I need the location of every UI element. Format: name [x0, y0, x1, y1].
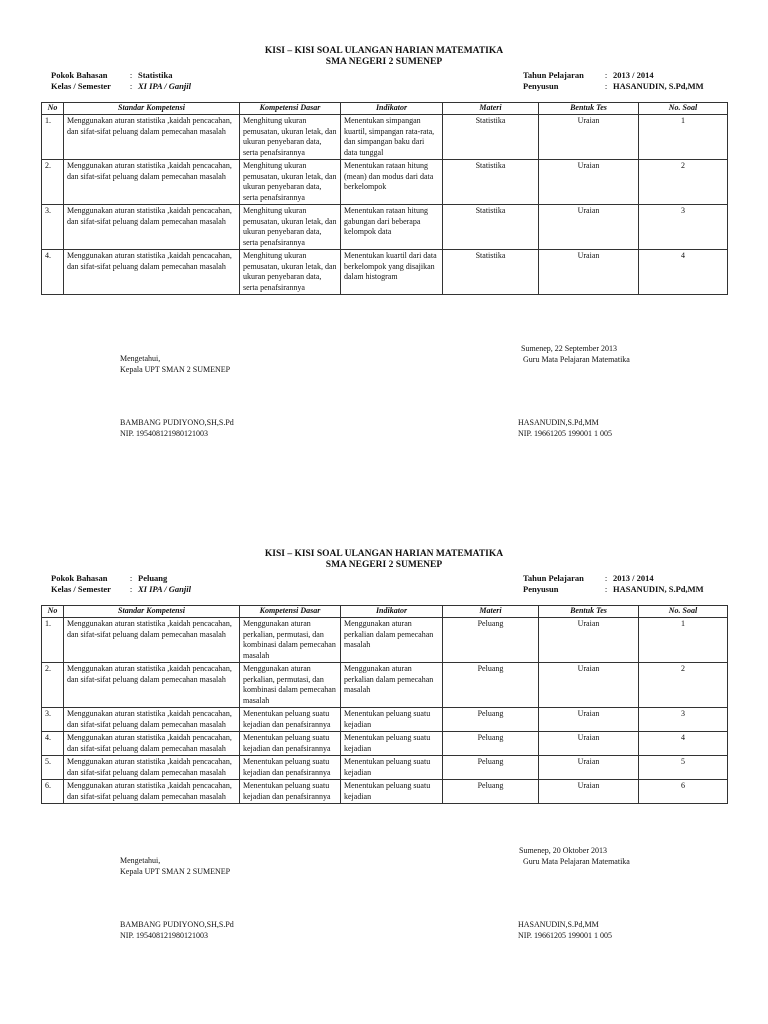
meta-penyusun: Penyusun : HASANUDIN, S.Pd,MM: [523, 584, 704, 594]
cell-materi: Peluang: [443, 780, 539, 804]
header-no-soal: No. Soal: [639, 103, 728, 115]
cell-standar-kompetensi: Menggunakan aturan statistika ,kaidah pencacahan, dan sifat-sifat peluang dalam pemecahan masalah: [64, 205, 240, 250]
cell-materi: Statistika: [443, 250, 539, 295]
cell-no-soal: 4: [639, 732, 728, 756]
left-signer-name: BAMBANG PUDIYONO,SH,S.Pd: [120, 418, 234, 427]
header-no: No: [42, 103, 64, 115]
cell-no: 3.: [42, 708, 64, 732]
kisi-table: [41, 605, 728, 804]
cell-no-soal: 5: [639, 756, 728, 780]
header-kompetensi-dasar: Kompetensi Dasar: [240, 103, 341, 115]
meta-label: Pokok Bahasan: [51, 70, 108, 80]
meta-value: XI IPA / Ganjil: [138, 584, 191, 594]
table-row: [42, 160, 728, 205]
cell-no: 4.: [42, 732, 64, 756]
table-row: [42, 708, 728, 732]
document-title: KISI – KISI SOAL ULANGAN HARIAN MATEMATIKA: [264, 549, 504, 559]
kisi-table: [41, 102, 728, 295]
kepala-title: Kepala UPT SMAN 2 SUMENEP: [120, 365, 231, 374]
meta-label: Tahun Pelajaran: [523, 573, 584, 583]
cell-no-soal: 6: [639, 780, 728, 804]
cell-no-soal: 4: [639, 250, 728, 295]
mengetahui-label: Mengetahui,: [120, 354, 161, 363]
meta-kelas-semester: Kelas / Semester : XI IPA / Ganjil: [51, 81, 191, 91]
table-row: [42, 756, 728, 780]
cell-indikator: Menentukan kuartil dari data berkelompok yang disajikan dalam histogram: [341, 250, 443, 295]
meta-value: Peluang: [138, 573, 168, 583]
cell-bentuk-tes: Uraian: [539, 663, 639, 708]
cell-kompetensi-dasar: Menggunakan aturan perkalian, permutasi, dan kombinasi dalam pemecahan masalah: [240, 618, 341, 663]
cell-materi: Statistika: [443, 115, 539, 160]
cell-indikator: Menggunakan aturan perkalian dalam pemecahan masalah: [341, 663, 443, 708]
cell-indikator: Menggunakan aturan perkalian dalam pemecahan masalah: [341, 618, 443, 663]
meta-label: Tahun Pelajaran: [523, 70, 584, 80]
left-signer-nip: NIP. 195408121980121003: [120, 931, 209, 940]
cell-no: 4.: [42, 250, 64, 295]
cell-indikator: Menentukan peluang suatu kejadian: [341, 756, 443, 780]
meta-value: Statistika: [138, 70, 173, 80]
table-body: [42, 618, 728, 804]
school-name: SMA NEGERI 2 SUMENEP: [325, 57, 443, 67]
cell-materi: Statistika: [443, 160, 539, 205]
table-header-row: [42, 606, 728, 618]
cell-kompetensi-dasar: Menggunakan aturan perkalian, permutasi, dan kombinasi dalam pemecahan masalah: [240, 663, 341, 708]
header-bentuk-tes: Bentuk Tes: [539, 103, 639, 115]
cell-indikator: Menentukan peluang suatu kejadian: [341, 780, 443, 804]
cell-standar-kompetensi: Menggunakan aturan statistika ,kaidah pencacahan, dan sifat-sifat peluang dalam pemecahan masalah: [64, 618, 240, 663]
cell-no-soal: 2: [639, 663, 728, 708]
cell-bentuk-tes: Uraian: [539, 205, 639, 250]
meta-penyusun: Penyusun : HASANUDIN, S.Pd,MM: [523, 81, 704, 91]
document-title: KISI – KISI SOAL ULANGAN HARIAN MATEMATIKA: [264, 46, 504, 56]
cell-kompetensi-dasar: Menentukan peluang suatu kejadian dan penafsirannya: [240, 780, 341, 804]
cell-indikator: Menentukan rataan hitung gabungan dari beberapa kelompok data: [341, 205, 443, 250]
left-signer-nip: NIP. 195408121980121003: [120, 429, 209, 438]
header-materi: Materi: [443, 606, 539, 618]
meta-pokok-bahasan: Pokok Bahasan : Statistika: [51, 70, 173, 80]
cell-indikator: Menentukan rataan hitung (mean) dan modus dari data berkelompok: [341, 160, 443, 205]
cell-standar-kompetensi: Menggunakan aturan statistika ,kaidah pencacahan, dan sifat-sifat peluang dalam pemecahan masalah: [64, 115, 240, 160]
left-signer-name: BAMBANG PUDIYONO,SH,S.Pd: [120, 920, 234, 929]
meta-tahun-pelajaran: Tahun Pelajaran : 2013 / 2014: [523, 70, 654, 80]
header-standar-kompetensi: Standar Kompetensi: [64, 606, 240, 618]
table-row: [42, 663, 728, 708]
meta-label: Penyusun: [523, 81, 559, 91]
table-body: [42, 115, 728, 295]
cell-no: 2.: [42, 160, 64, 205]
meta-kelas-semester: Kelas / Semester : XI IPA / Ganjil: [51, 584, 191, 594]
cell-materi: Peluang: [443, 732, 539, 756]
guru-title: Guru Mata Pelajaran Matematika: [523, 857, 630, 866]
header-no: No: [42, 606, 64, 618]
header-materi: Materi: [443, 103, 539, 115]
cell-kompetensi-dasar: Menghitung ukuran pemusatan, ukuran letak, dan ukuran penyebaran data, serta penafsirannya: [240, 205, 341, 250]
cell-standar-kompetensi: Menggunakan aturan statistika ,kaidah pencacahan, dan sifat-sifat peluang dalam pemecahan masalah: [64, 663, 240, 708]
meta-value: HASANUDIN, S.Pd,MM: [613, 584, 704, 594]
place-date: Sumenep, 20 Oktober 2013: [519, 846, 607, 855]
cell-bentuk-tes: Uraian: [539, 708, 639, 732]
header-kompetensi-dasar: Kompetensi Dasar: [240, 606, 341, 618]
meta-label: Penyusun: [523, 584, 559, 594]
cell-no: 5.: [42, 756, 64, 780]
cell-materi: Statistika: [443, 205, 539, 250]
mengetahui-label: Mengetahui,: [120, 856, 161, 865]
place-date: Sumenep, 22 September 2013: [521, 344, 617, 353]
header-bentuk-tes: Bentuk Tes: [539, 606, 639, 618]
cell-bentuk-tes: Uraian: [539, 756, 639, 780]
table-row: [42, 115, 728, 160]
meta-label: Kelas / Semester: [51, 584, 111, 594]
cell-indikator: Menentukan simpangan kuartil, simpangan rata-rata, dan simpangan baku dari data tunggal: [341, 115, 443, 160]
school-name: SMA NEGERI 2 SUMENEP: [325, 560, 443, 570]
table-row: [42, 250, 728, 295]
cell-no-soal: 2: [639, 160, 728, 205]
cell-standar-kompetensi: Menggunakan aturan statistika ,kaidah pencacahan, dan sifat-sifat peluang dalam pemecahan masalah: [64, 780, 240, 804]
meta-value: 2013 / 2014: [613, 573, 654, 583]
cell-no: 1.: [42, 618, 64, 663]
table-row: [42, 618, 728, 663]
cell-bentuk-tes: Uraian: [539, 732, 639, 756]
right-signer-nip: NIP. 19661205 199001 1 005: [518, 429, 613, 438]
header-indikator: Indikator: [341, 606, 443, 618]
cell-kompetensi-dasar: Menentukan peluang suatu kejadian dan penafsirannya: [240, 732, 341, 756]
right-signer-name: HASANUDIN,S.Pd,MM: [518, 920, 599, 929]
header-standar-kompetensi: Standar Kompetensi: [64, 103, 240, 115]
cell-indikator: Menentukan peluang suatu kejadian: [341, 732, 443, 756]
kepala-title: Kepala UPT SMAN 2 SUMENEP: [120, 867, 231, 876]
meta-value: XI IPA / Ganjil: [138, 81, 191, 91]
cell-kompetensi-dasar: Menentukan peluang suatu kejadian dan penafsirannya: [240, 756, 341, 780]
cell-standar-kompetensi: Menggunakan aturan statistika ,kaidah pencacahan, dan sifat-sifat peluang dalam pemecahan masalah: [64, 732, 240, 756]
cell-standar-kompetensi: Menggunakan aturan statistika ,kaidah pencacahan, dan sifat-sifat peluang dalam pemecahan masalah: [64, 160, 240, 205]
meta-tahun-pelajaran: Tahun Pelajaran : 2013 / 2014: [523, 573, 654, 583]
cell-standar-kompetensi: Menggunakan aturan statistika ,kaidah pencacahan, dan sifat-sifat peluang dalam pemecahan masalah: [64, 250, 240, 295]
meta-value: 2013 / 2014: [613, 70, 654, 80]
right-signer-name: HASANUDIN,S.Pd,MM: [518, 418, 599, 427]
cell-no: 1.: [42, 115, 64, 160]
cell-kompetensi-dasar: Menghitung ukuran pemusatan, ukuran letak, dan ukuran penyebaran data, serta penafsirannya: [240, 160, 341, 205]
cell-materi: Peluang: [443, 708, 539, 732]
cell-no-soal: 1: [639, 618, 728, 663]
cell-materi: Peluang: [443, 618, 539, 663]
cell-bentuk-tes: Uraian: [539, 250, 639, 295]
table-row: [42, 780, 728, 804]
table-header-row: [42, 103, 728, 115]
cell-kompetensi-dasar: Menentukan peluang suatu kejadian dan penafsirannya: [240, 708, 341, 732]
cell-bentuk-tes: Uraian: [539, 618, 639, 663]
right-signer-nip: NIP. 19661205 199001 1 005: [518, 931, 613, 940]
cell-no: 6.: [42, 780, 64, 804]
meta-label: Pokok Bahasan: [51, 573, 108, 583]
table-row: [42, 205, 728, 250]
header-no-soal: No. Soal: [639, 606, 728, 618]
cell-no: 3.: [42, 205, 64, 250]
meta-pokok-bahasan: Pokok Bahasan : Peluang: [51, 573, 168, 583]
cell-kompetensi-dasar: Menghitung ukuran pemusatan, ukuran letak, dan ukuran penyebaran data, serta penafsirannya: [240, 250, 341, 295]
cell-standar-kompetensi: Menggunakan aturan statistika ,kaidah pencacahan, dan sifat-sifat peluang dalam pemecahan masalah: [64, 756, 240, 780]
cell-standar-kompetensi: Menggunakan aturan statistika ,kaidah pencacahan, dan sifat-sifat peluang dalam pemecahan masalah: [64, 708, 240, 732]
table-row: [42, 732, 728, 756]
cell-materi: Peluang: [443, 663, 539, 708]
meta-label: Kelas / Semester: [51, 81, 111, 91]
cell-kompetensi-dasar: Menghitung ukuran pemusatan, ukuran letak, dan ukuran penyebaran data, serta penafsirannya: [240, 115, 341, 160]
cell-no-soal: 3: [639, 205, 728, 250]
cell-bentuk-tes: Uraian: [539, 115, 639, 160]
header-indikator: Indikator: [341, 103, 443, 115]
cell-indikator: Menentukan peluang suatu kejadian: [341, 708, 443, 732]
cell-no: 2.: [42, 663, 64, 708]
cell-bentuk-tes: Uraian: [539, 160, 639, 205]
guru-title: Guru Mata Pelajaran Matematika: [523, 355, 630, 364]
cell-bentuk-tes: Uraian: [539, 780, 639, 804]
meta-value: HASANUDIN, S.Pd,MM: [613, 81, 704, 91]
cell-no-soal: 3: [639, 708, 728, 732]
cell-materi: Peluang: [443, 756, 539, 780]
cell-no-soal: 1: [639, 115, 728, 160]
